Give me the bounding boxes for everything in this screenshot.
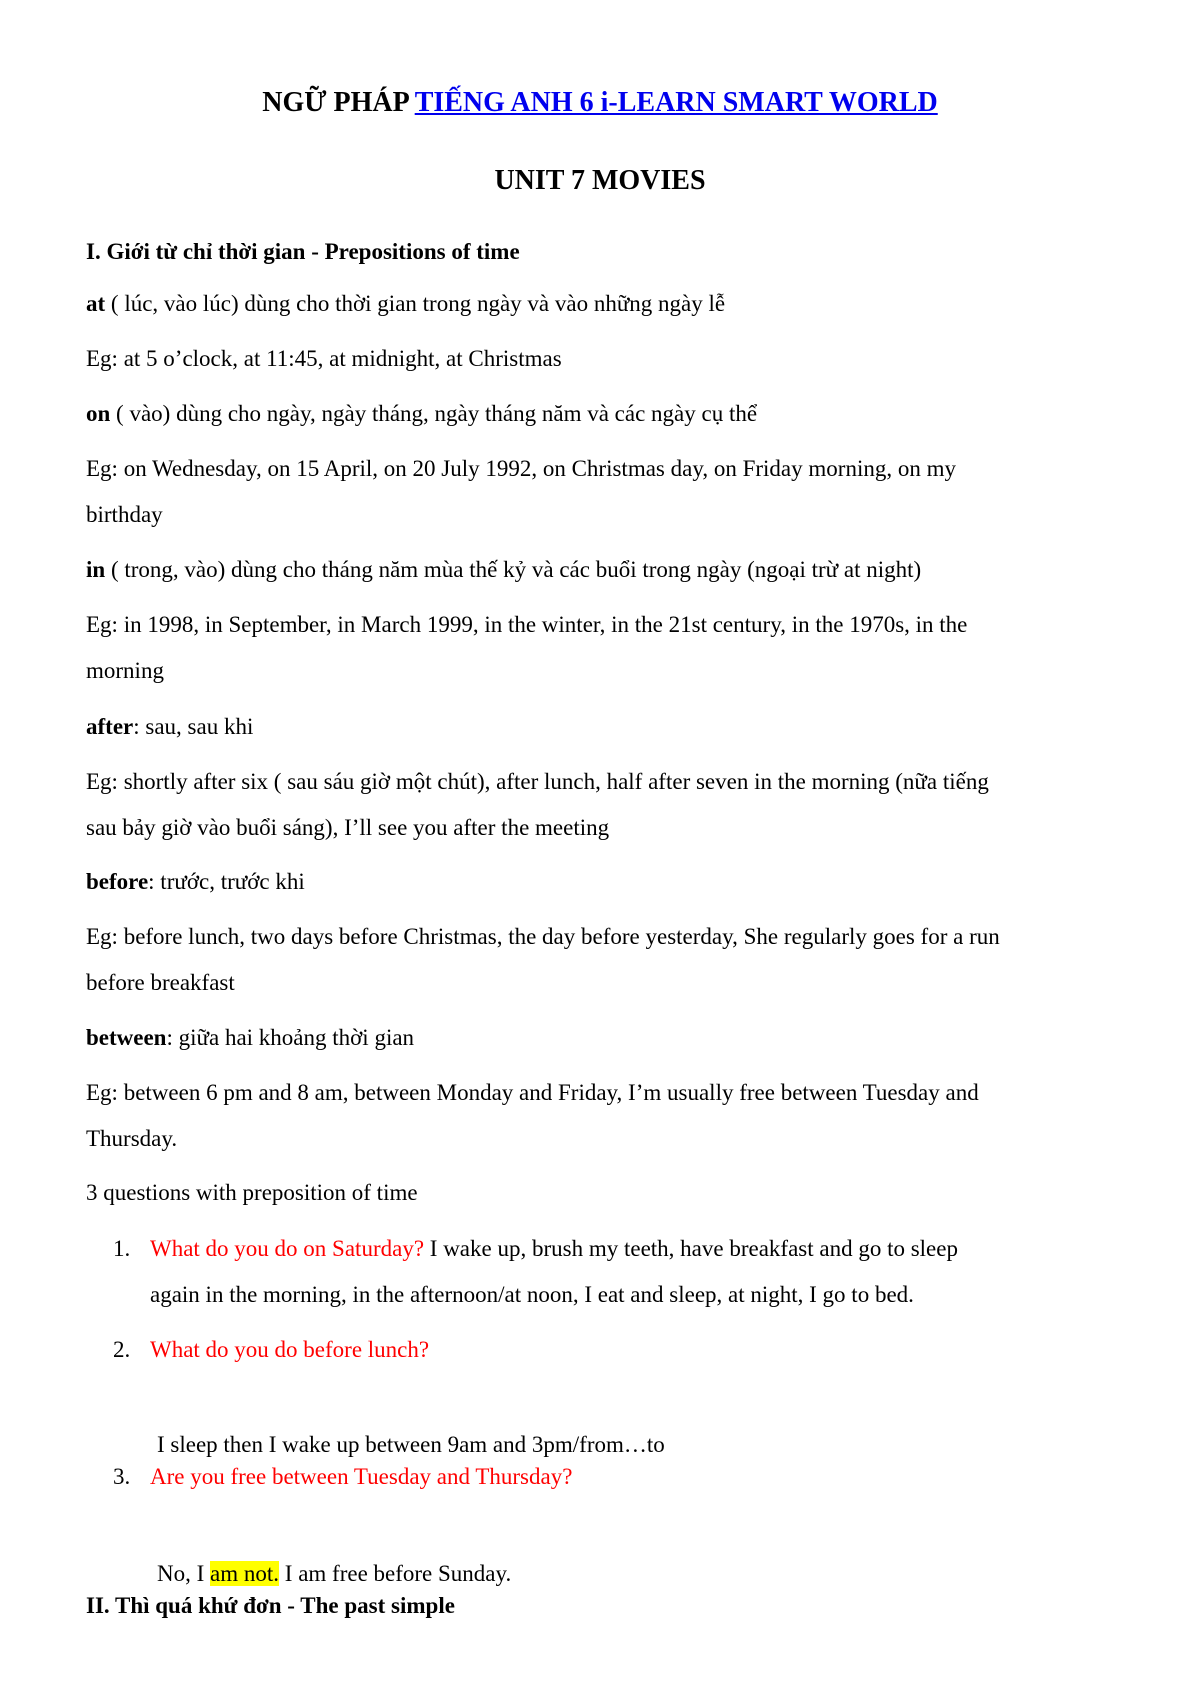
term-between: between xyxy=(86,1025,167,1050)
title-link[interactable]: TIẾNG ANH 6 i-LEARN SMART WORLD xyxy=(414,87,938,118)
before-example-line-2: before breakfast xyxy=(86,970,235,995)
question-item-2 xyxy=(113,1327,1090,1373)
between-example-line-1: Eg: between 6 pm and 8 am, between Monday and Friday, I’m usually free between Tuesday and xyxy=(86,1080,979,1105)
question-text: What do you do on Saturday? xyxy=(150,1236,425,1261)
before-desc: : trước, trước khi xyxy=(148,869,305,894)
question-item-3 xyxy=(113,1454,1090,1500)
answer-text-line-2: again in the morning, in the afternoon/at noon, I eat and sleep, at night, I go to bed. xyxy=(150,1282,914,1307)
before-example-line-1: Eg: before lunch, two days before Christmas, the day before yesterday, She regularly goes for a run xyxy=(86,924,1000,949)
after-definition xyxy=(86,704,1146,750)
unit-title: UNIT 7 MOVIES xyxy=(494,165,706,196)
between-desc: : giữa hai khoảng thời gian xyxy=(166,1025,415,1050)
in-desc: ( trong, vào) dùng cho tháng năm mùa thế kỷ và các buổi trong ngày (ngoại trừ at night) xyxy=(105,557,922,582)
term-before: before xyxy=(86,869,149,894)
after-desc: : sau, sau khi xyxy=(133,714,254,739)
list-number: 1. xyxy=(113,1236,131,1261)
answer-prefix: No, I xyxy=(157,1561,211,1586)
on-example-line-1: Eg: on Wednesday, on 15 April, on 20 July 1992, on Christmas day, on Friday morning, on my xyxy=(86,456,956,481)
in-example-line-2: morning xyxy=(86,658,164,683)
at-definition xyxy=(86,281,1146,327)
before-definition xyxy=(86,859,1146,905)
on-definition xyxy=(86,391,1146,437)
between-example-line-2: Thursday. xyxy=(86,1126,178,1151)
on-example-line-2: birthday xyxy=(86,502,163,527)
answer-text: I wake up, brush my teeth, have breakfast and go to sleep xyxy=(424,1236,958,1261)
after-example-line-2: sau bảy giờ vào buổi sáng), I’ll see you after the meeting xyxy=(86,815,610,840)
highlighted-text: am not. xyxy=(210,1561,280,1586)
term-at: at xyxy=(86,291,106,316)
question-text: What do you do before lunch? xyxy=(150,1337,430,1362)
questions-intro: 3 questions with preposition of time xyxy=(86,1180,418,1205)
answer-2: I sleep then I wake up between 9am and 3pm/from…to xyxy=(157,1432,665,1457)
page-title xyxy=(0,86,1200,120)
at-example: Eg: at 5 o’clock, at 11:45, at midnight, at Christmas xyxy=(86,346,562,371)
question-item-1 xyxy=(113,1226,1090,1318)
question-text: Are you free between Tuesday and Thursday? xyxy=(150,1464,573,1489)
in-example-line-1: Eg: in 1998, in September, in March 1999, in the winter, in the 21st century, in the 1970s, in the xyxy=(86,612,968,637)
after-example-line-1: Eg: shortly after six ( sau sáu giờ một chút), after lunch, half after seven in the morning (nữa tiếng xyxy=(86,769,989,794)
at-desc: ( lúc, vào lúc) dùng cho thời gian trong ngày và vào những ngày lễ xyxy=(105,291,726,316)
in-definition xyxy=(86,547,1146,593)
list-number: 2. xyxy=(113,1337,131,1362)
section-2-heading: II. Thì quá khứ đơn - The past simple xyxy=(86,1593,455,1618)
on-desc: ( vào) dùng cho ngày, ngày tháng, ngày tháng năm và các ngày cụ thể xyxy=(110,401,758,426)
in-example xyxy=(86,602,1146,694)
between-definition xyxy=(86,1015,1146,1061)
before-example xyxy=(86,914,1146,1006)
term-in: in xyxy=(86,557,106,582)
between-example xyxy=(86,1070,1146,1162)
term-after: after xyxy=(86,714,134,739)
section-1-heading: I. Giới từ chỉ thời gian - Prepositions of time xyxy=(86,239,520,264)
title-prefix: NGỮ PHÁP xyxy=(262,87,415,118)
after-example xyxy=(86,759,1146,851)
term-on: on xyxy=(86,401,111,426)
answer-suffix: I am free before Sunday. xyxy=(279,1561,512,1586)
on-example xyxy=(86,446,1146,538)
list-number: 3. xyxy=(113,1464,131,1489)
